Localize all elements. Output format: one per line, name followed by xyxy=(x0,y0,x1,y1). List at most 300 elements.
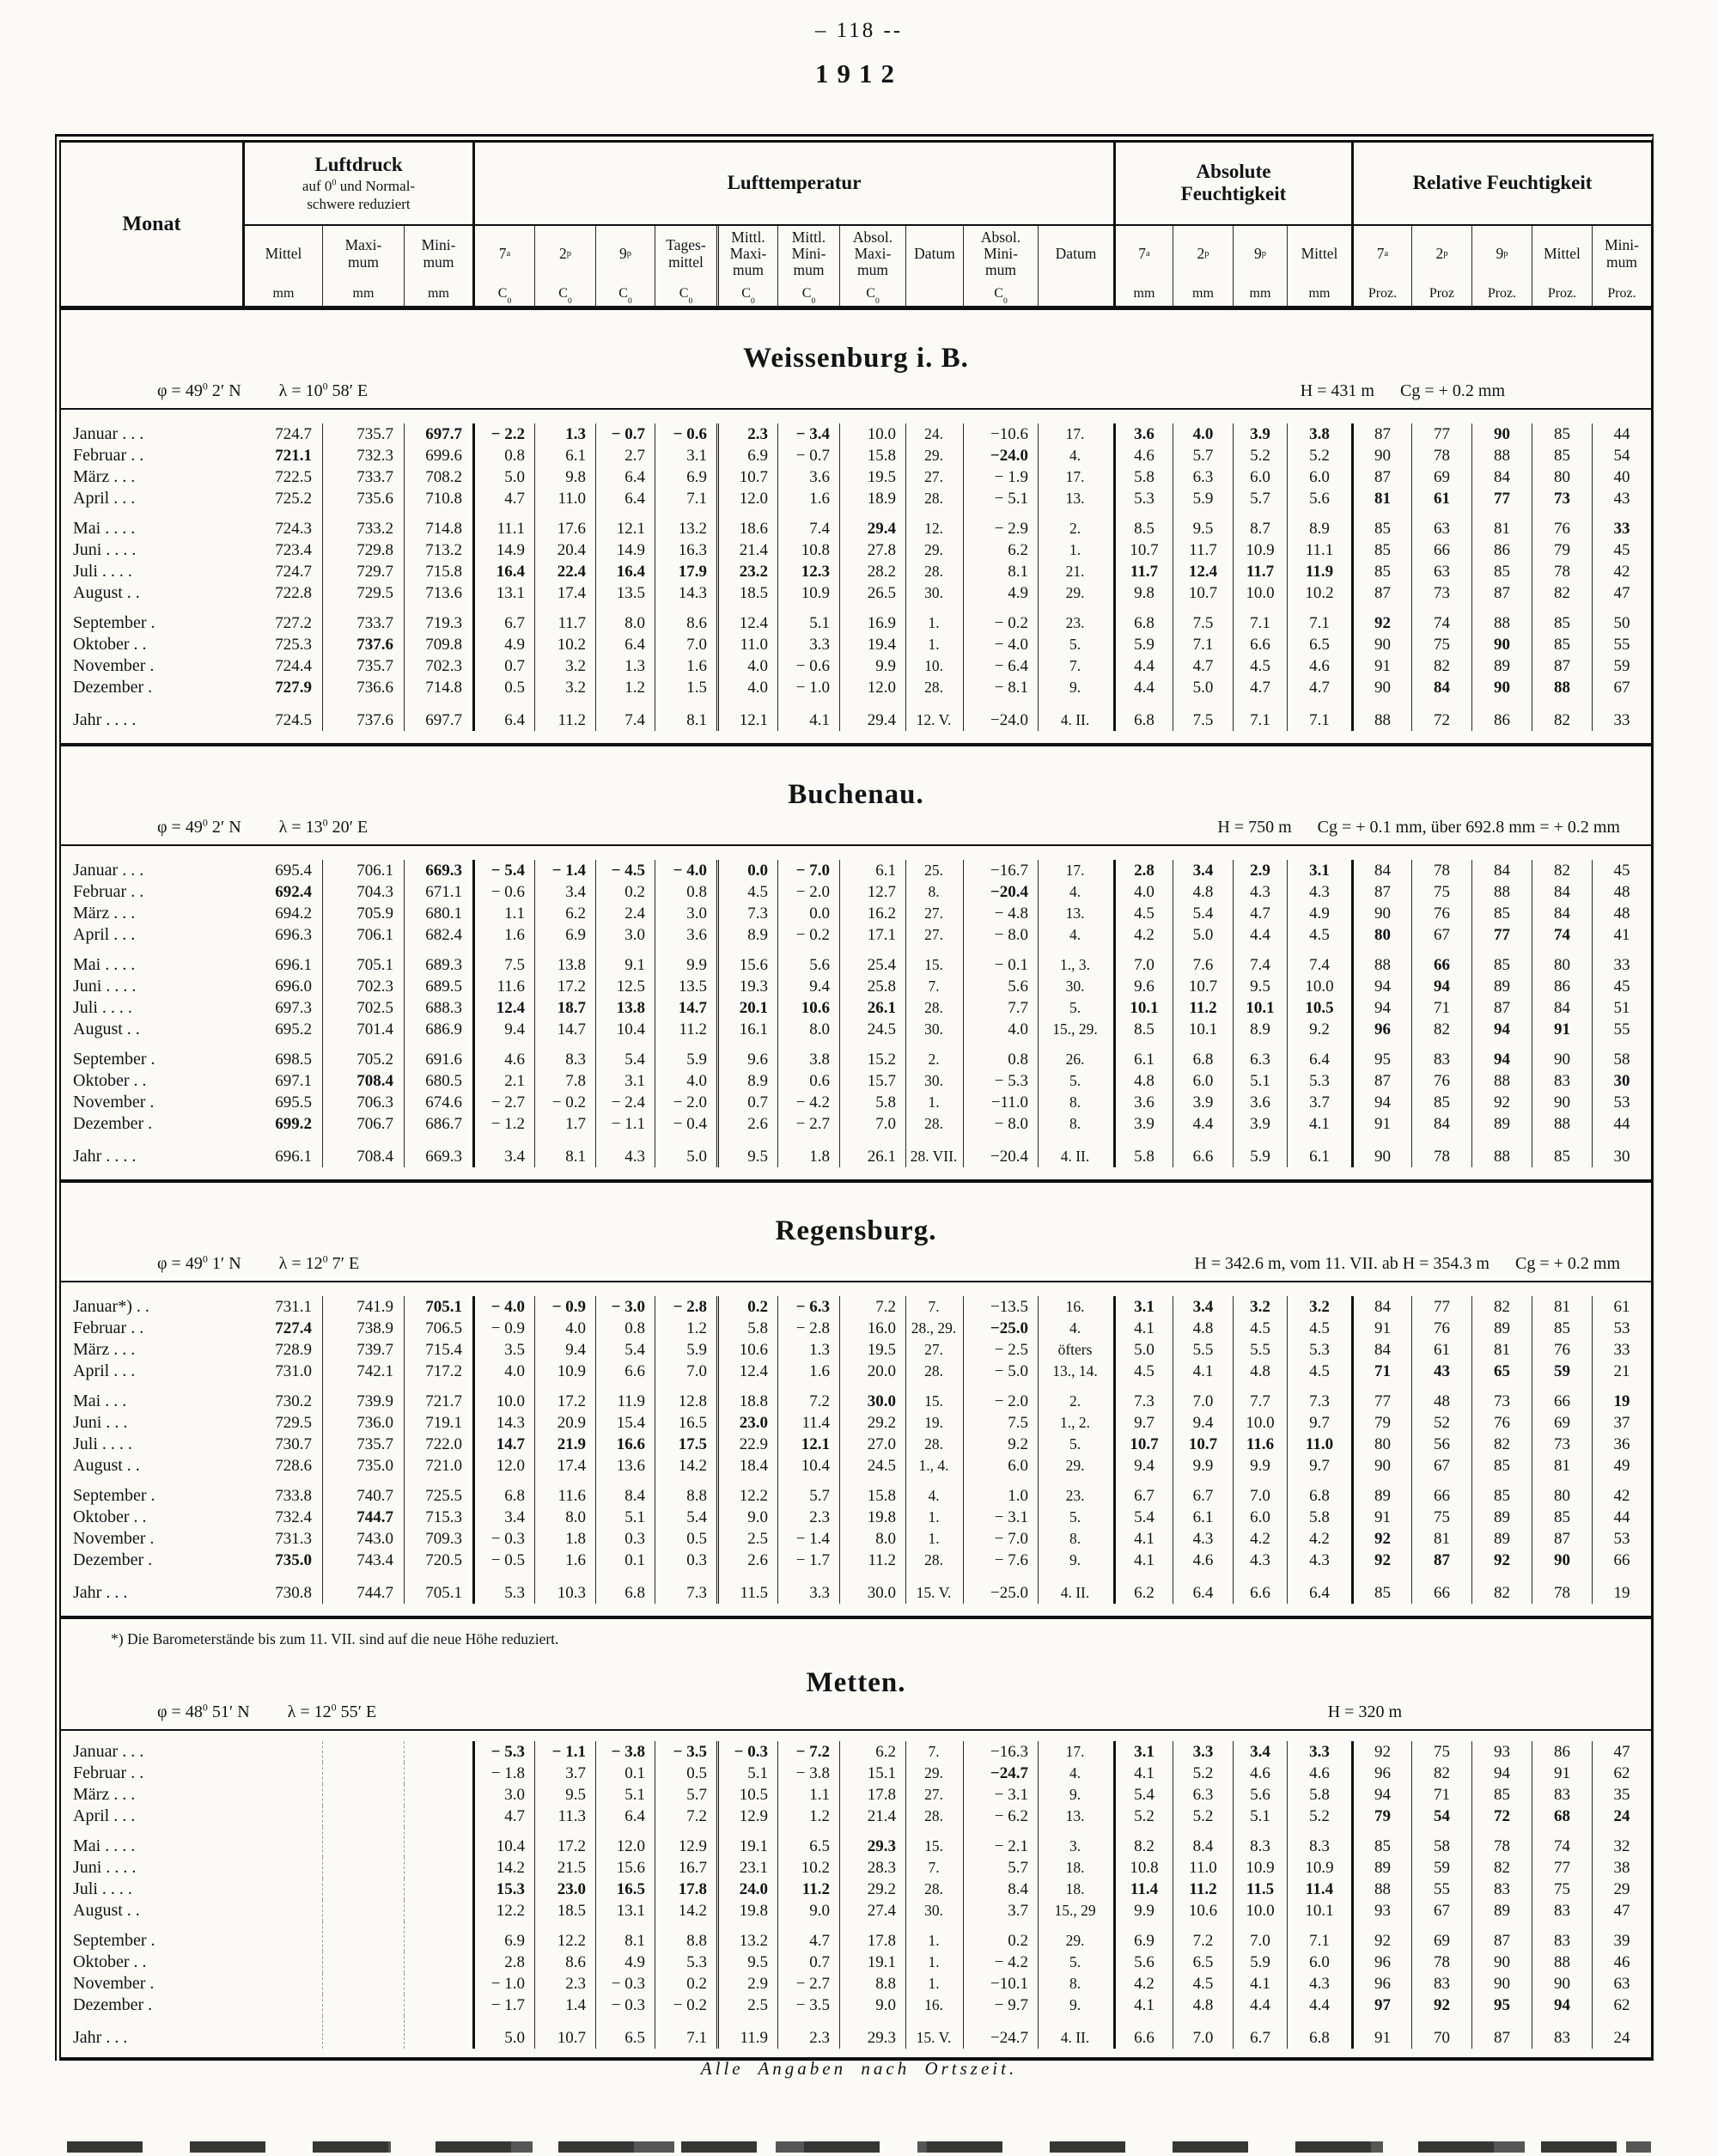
table-cell: 7.0 xyxy=(1233,1477,1287,1507)
table-cell: 706.7 xyxy=(322,1113,404,1135)
table-cell: 6.4 xyxy=(595,1806,655,1827)
group-title: Luftdruck xyxy=(314,153,403,175)
row-cells xyxy=(245,946,1651,976)
table-cell: 3.7 xyxy=(534,1763,595,1784)
table-cell: 8. xyxy=(1038,1528,1113,1550)
table-cell: 29. xyxy=(1038,1455,1113,1477)
table-cell: 87 xyxy=(1471,997,1532,1019)
table-cell: 10.0 xyxy=(1233,1900,1287,1922)
table-cell: 5.3 xyxy=(655,1952,716,1973)
table-cell: 86 xyxy=(1532,1741,1592,1763)
table-cell: 15.3 xyxy=(472,1879,534,1900)
table-cell: 7. xyxy=(905,1741,963,1763)
group-title: Absolute Feuchtigkeit xyxy=(1180,161,1287,205)
table-cell: 12.0 xyxy=(472,1455,534,1477)
column-label: Mittl. Maxi- mum xyxy=(716,226,777,282)
table-cell: 6.3 xyxy=(1173,1784,1233,1806)
table-cell: 18.6 xyxy=(716,509,777,539)
table-cell: 17.2 xyxy=(534,976,595,997)
table-cell: 7.4 xyxy=(1233,946,1287,976)
table-cell: −10.6 xyxy=(963,423,1038,445)
table-cell xyxy=(322,1922,404,1952)
table-cell: 744.7 xyxy=(322,1507,404,1528)
table-cell: 20.1 xyxy=(716,997,777,1019)
table-row xyxy=(61,1135,1651,1167)
month-label: Oktober . . xyxy=(73,635,147,654)
table-cell: 11.7 xyxy=(1233,561,1287,582)
month-label: Dezember . xyxy=(73,1550,153,1569)
table-cell: 27. xyxy=(905,466,963,488)
table-cell: 21 xyxy=(1592,1361,1651,1382)
table-cell: 702.3 xyxy=(322,976,404,997)
table-cell: 669.3 xyxy=(404,860,472,881)
table-cell: − 7.2 xyxy=(777,1741,839,1763)
table-cell: 1.0 xyxy=(963,1477,1038,1507)
row-cells xyxy=(245,655,1651,677)
table-cell: 10.9 xyxy=(534,1361,595,1382)
table-cell: 8.9 xyxy=(1287,509,1351,539)
station-longitude: $\lambda = 12^0$ 7′ E xyxy=(278,1252,360,1273)
table-cell: 7.2 xyxy=(839,1296,905,1318)
table-row xyxy=(61,1455,1651,1477)
table-cell: 28. xyxy=(905,488,963,509)
station-height: H = 342.6 m, vom 11. VII. ab H = 354.3 m xyxy=(1194,1254,1490,1273)
table-cell: 80 xyxy=(1532,1477,1592,1507)
column-unit: Proz. xyxy=(1532,282,1592,306)
table-row xyxy=(61,1434,1651,1455)
table-cell: 5.6 xyxy=(777,946,839,976)
table-cell: 5.3 xyxy=(1287,1070,1351,1092)
station-title: Metten. xyxy=(806,1667,906,1698)
row-cells xyxy=(245,1528,1651,1550)
station-gravity-correction: Cg = + 0.2 mm xyxy=(1514,1254,1620,1273)
table-cell: 708.4 xyxy=(322,1135,404,1167)
table-cell xyxy=(404,1741,472,1763)
table-cell: 19.3 xyxy=(716,976,777,997)
row-cells xyxy=(245,903,1651,924)
month-label: Jahr . . . . xyxy=(73,710,137,729)
table-cell: 5. xyxy=(1038,1507,1113,1528)
table-cell: 9.8 xyxy=(1113,582,1173,604)
table-cell: 3.6 xyxy=(1233,1092,1287,1113)
table-cell: 85 xyxy=(1532,1318,1592,1339)
table-cell: 87 xyxy=(1471,1922,1532,1952)
table-cell: 720.5 xyxy=(404,1550,472,1571)
table-cell: 69 xyxy=(1411,1922,1471,1952)
table-cell: − 0.7 xyxy=(777,445,839,466)
month-label: Januar . . . xyxy=(73,861,144,880)
table-cell: 4.2 xyxy=(1113,1973,1173,1995)
table-cell: 710.8 xyxy=(404,488,472,509)
table-row xyxy=(61,677,1651,698)
table-cell: 94 xyxy=(1351,1092,1411,1113)
table-cell: 4.6 xyxy=(1173,1550,1233,1571)
month-label: Juni . . . xyxy=(73,1413,128,1432)
table-cell: 77 xyxy=(1411,423,1471,445)
table-cell: 11.0 xyxy=(1173,1857,1233,1879)
table-cell: 36 xyxy=(1592,1434,1651,1455)
table-cell: 91 xyxy=(1351,1113,1411,1135)
table-cell: 92 xyxy=(1411,1995,1471,2016)
table-cell: 9.4 xyxy=(777,976,839,997)
table-cell: 3.7 xyxy=(963,1900,1038,1922)
table-cell: 5.2 xyxy=(1233,445,1287,466)
table-cell: 92 xyxy=(1471,1550,1532,1571)
group-title: Relative Feuchtigkeit xyxy=(1412,172,1593,194)
table-cell: 13.1 xyxy=(472,582,534,604)
table-cell: 12.0 xyxy=(839,677,905,698)
group-header-luftdruck xyxy=(245,143,472,224)
station-weissenburg xyxy=(61,341,1651,746)
table-cell: 7.2 xyxy=(777,1382,839,1412)
table-cell: 4.5 xyxy=(1287,1361,1351,1382)
table-cell: 26.5 xyxy=(839,582,905,604)
month-label: April . . . xyxy=(73,1806,136,1825)
table-cell: 6.7 xyxy=(1173,1477,1233,1507)
table-cell: −13.5 xyxy=(963,1296,1038,1318)
table-cell: 696.3 xyxy=(275,926,312,944)
table-cell: 15., 29 xyxy=(1038,1900,1113,1922)
table-cell: 18. xyxy=(1038,1857,1113,1879)
table-cell: − 0.7 xyxy=(595,423,655,445)
table-row xyxy=(61,1361,1651,1382)
table-cell: 11.6 xyxy=(534,1477,595,1507)
table-cell: 30. xyxy=(905,1900,963,1922)
table-cell: 3.8 xyxy=(1287,423,1351,445)
table-cell: 7.1 xyxy=(1233,604,1287,634)
table-cell: 713.2 xyxy=(404,539,472,561)
table-cell xyxy=(404,1995,472,2016)
table-cell: öfters xyxy=(1038,1339,1113,1361)
table-cell: 9.7 xyxy=(1113,1412,1173,1434)
table-cell: 4.7 xyxy=(472,1806,534,1827)
table-cell: 33 xyxy=(1592,509,1651,539)
table-cell: 5.1 xyxy=(716,1763,777,1784)
station-elevation xyxy=(1301,381,1505,401)
table-row xyxy=(61,1827,1651,1857)
table-cell: 84 xyxy=(1411,1113,1471,1135)
table-cell: 4.1 xyxy=(1113,1995,1173,2016)
station-buchenau xyxy=(61,777,1651,1183)
table-cell: 0.8 xyxy=(655,881,716,903)
table-cell: −10.1 xyxy=(963,1973,1038,1995)
table-cell: 13. xyxy=(1038,903,1113,924)
table-cell: 9.4 xyxy=(472,1019,534,1040)
table-cell: 71 xyxy=(1411,1784,1471,1806)
row-cells xyxy=(245,976,1651,997)
table-cell: 11.7 xyxy=(1173,539,1233,561)
table-cell xyxy=(322,1806,404,1827)
table-cell: 48 xyxy=(1411,1382,1471,1412)
table-cell: 743.4 xyxy=(322,1550,404,1571)
table-cell: 88 xyxy=(1471,1070,1532,1092)
table-cell xyxy=(245,1741,322,1763)
table-cell: 85 xyxy=(1471,946,1532,976)
table-cell: 696.1 xyxy=(275,956,312,974)
table-cell: 14.3 xyxy=(472,1412,534,1434)
table-cell: 686.9 xyxy=(404,1019,472,1040)
month-label: Mai . . . . xyxy=(73,1836,136,1855)
table-cell: 82 xyxy=(1471,1571,1532,1604)
scan-artifact-strip xyxy=(67,2141,1651,2153)
table-cell xyxy=(322,1952,404,1973)
table-row xyxy=(61,2016,1651,2049)
table-cell: 4.8 xyxy=(1173,1995,1233,2016)
table-cell: 11.6 xyxy=(1233,1434,1287,1455)
table-cell: 4.9 xyxy=(595,1952,655,1973)
column-label: 9 p xyxy=(1233,226,1287,282)
row-cells xyxy=(245,1857,1651,1879)
table-cell: 705.1 xyxy=(404,1571,472,1604)
table-cell: 5. xyxy=(1038,1070,1113,1092)
table-cell: 75 xyxy=(1411,881,1471,903)
table-cell: 6.0 xyxy=(1287,1952,1351,1973)
table-cell: − 3.5 xyxy=(777,1995,839,2016)
table-cell: 77 xyxy=(1532,1857,1592,1879)
table-cell: 67 xyxy=(1411,1455,1471,1477)
table-cell: 74 xyxy=(1411,604,1471,634)
row-cells xyxy=(245,2016,1651,2049)
table-cell: 92 xyxy=(1351,604,1411,634)
table-row xyxy=(61,1973,1651,1995)
table-cell: 93 xyxy=(1351,1900,1411,1922)
row-cells xyxy=(245,924,1651,946)
table-cell: 7.0 xyxy=(655,1361,716,1382)
table-cell: 7.0 xyxy=(1233,1922,1287,1952)
table-cell: −25.0 xyxy=(963,1318,1038,1339)
table-cell: 4. xyxy=(1038,881,1113,903)
table-cell: 8. xyxy=(1038,1113,1113,1135)
table-cell: 6.4 xyxy=(595,466,655,488)
table-cell: 88 xyxy=(1532,1952,1592,1973)
table-cell: 1.8 xyxy=(777,1135,839,1167)
table-cell: 6.6 xyxy=(1173,1135,1233,1167)
table-cell: 719.3 xyxy=(404,604,472,634)
table-cell: 12.1 xyxy=(716,698,777,731)
table-cell: 27. xyxy=(905,903,963,924)
table-cell: 17.2 xyxy=(534,1827,595,1857)
table-cell: 10.4 xyxy=(777,1455,839,1477)
month-label: April . . . xyxy=(73,925,136,944)
table-cell: 4.5 xyxy=(1233,1318,1287,1339)
table-cell: −24.7 xyxy=(963,1763,1038,1784)
table-cell: 10.8 xyxy=(777,539,839,561)
table-cell: − 1.1 xyxy=(534,1741,595,1763)
table-cell: 30. xyxy=(905,582,963,604)
table-cell: 62 xyxy=(1592,1995,1651,2016)
table-cell: 10.0 xyxy=(1233,1412,1287,1434)
table-cell: 4. II. xyxy=(1038,698,1113,731)
table-cell: 5.1 xyxy=(1233,1806,1287,1827)
table-cell: 30 xyxy=(1592,1070,1651,1092)
table-cell: 4.4 xyxy=(1287,1995,1351,2016)
table-cell: 54 xyxy=(1592,445,1651,466)
table-cell: 24.5 xyxy=(839,1455,905,1477)
table-cell: 9. xyxy=(1038,677,1113,698)
table-cell: 10.5 xyxy=(1287,997,1351,1019)
table-cell: 5.7 xyxy=(1233,488,1287,509)
table-cell: −16.7 xyxy=(963,860,1038,881)
table-cell: 47 xyxy=(1592,1900,1651,1922)
table-cell: − 4.8 xyxy=(963,903,1038,924)
table-cell: 2.3 xyxy=(777,1507,839,1528)
table-cell: 9.5 xyxy=(716,1135,777,1167)
table-cell: 14.9 xyxy=(595,539,655,561)
table-cell: 4.7 xyxy=(1233,903,1287,924)
table-cell: 5.8 xyxy=(1113,1135,1173,1167)
weather-data-table xyxy=(55,134,1654,2061)
table-cell xyxy=(322,1741,404,1763)
table-cell: 5.6 xyxy=(1113,1952,1173,1973)
table-cell: 8.5 xyxy=(1113,1019,1173,1040)
table-cell: 19. xyxy=(905,1412,963,1434)
section-bottom-rule xyxy=(61,743,1651,746)
table-row xyxy=(61,1040,1651,1070)
table-cell: 6.4 xyxy=(595,488,655,509)
table-row xyxy=(61,655,1651,677)
table-cell: 92 xyxy=(1351,1528,1411,1550)
month-label: Oktober . . xyxy=(73,1507,147,1526)
table-cell: − 6.4 xyxy=(963,655,1038,677)
table-cell: 85 xyxy=(1532,445,1592,466)
table-cell: 3.1 xyxy=(1113,1741,1173,1763)
table-cell: 1.5 xyxy=(655,677,716,698)
column-unit: mm xyxy=(322,282,404,306)
table-cell: 1. xyxy=(905,634,963,655)
table-cell: 714.8 xyxy=(404,509,472,539)
table-cell: 7.1 xyxy=(1287,698,1351,731)
row-cells xyxy=(245,1361,1651,1382)
station-table-body xyxy=(61,846,1651,1179)
month-label: Juli . . . . xyxy=(73,1879,132,1898)
row-cells xyxy=(245,1040,1651,1070)
table-cell: 0.6 xyxy=(777,1070,839,1092)
table-row xyxy=(61,1113,1651,1135)
table-cell: 90 xyxy=(1351,1135,1411,1167)
table-cell: 39 xyxy=(1592,1922,1651,1952)
station-gravity-correction: Cg = + 0.1 mm, über 692.8 mm = + 0.2 mm xyxy=(1317,818,1620,837)
table-cell: 21.4 xyxy=(716,539,777,561)
table-cell: − 2.0 xyxy=(655,1092,716,1113)
table-cell: 0.2 xyxy=(595,881,655,903)
table-cell: −20.4 xyxy=(963,1135,1038,1167)
table-cell: 16.4 xyxy=(595,561,655,582)
table-cell: 2.6 xyxy=(716,1550,777,1571)
table-cell: 59 xyxy=(1592,655,1651,677)
table-cell: 6.1 xyxy=(1113,1040,1173,1070)
row-cells xyxy=(245,1806,1651,1827)
table-cell: 63 xyxy=(1592,1973,1651,1995)
table-cell: 85 xyxy=(1471,1477,1532,1507)
table-cell: − 5.3 xyxy=(472,1741,534,1763)
table-cell: 741.9 xyxy=(322,1296,404,1318)
table-cell: 91 xyxy=(1351,1318,1411,1339)
table-cell: 44 xyxy=(1592,1507,1651,1528)
table-cell: 10.2 xyxy=(1287,582,1351,604)
station-latitude: $\varphi = 49^0$ 2′ N xyxy=(157,380,241,400)
table-cell xyxy=(404,1827,472,1857)
table-cell: 9.9 xyxy=(1113,1900,1173,1922)
row-cells xyxy=(245,1879,1651,1900)
table-cell: 11.2 xyxy=(1173,1879,1233,1900)
table-cell: 5.2 xyxy=(1287,1806,1351,1827)
table-cell: 84 xyxy=(1351,1296,1411,1318)
column-label: Mittel xyxy=(265,245,302,263)
table-cell: 3.2 xyxy=(534,655,595,677)
table-cell: 7.3 xyxy=(1113,1382,1173,1412)
table-cell: 29. xyxy=(905,1763,963,1784)
table-cell: 85 xyxy=(1351,1827,1411,1857)
table-cell: 10.1 xyxy=(1287,1900,1351,1922)
station-height: H = 431 m xyxy=(1300,381,1374,400)
table-cell: 12.2 xyxy=(534,1922,595,1952)
table-cell: − 3.1 xyxy=(963,1507,1038,1528)
table-cell: 705.1 xyxy=(322,946,404,976)
table-cell: 7.0 xyxy=(1173,1382,1233,1412)
table-cell: 84 xyxy=(1411,677,1471,698)
table-cell: 2.5 xyxy=(716,1528,777,1550)
station-table-body xyxy=(61,1731,1651,2057)
month-label: Januar*) . . xyxy=(73,1297,149,1316)
table-cell: − 0.2 xyxy=(655,1995,716,2016)
table-cell: 9.0 xyxy=(777,1900,839,1922)
month-label: November . xyxy=(73,1093,155,1111)
table-cell: 8.8 xyxy=(655,1922,716,1952)
table-row xyxy=(61,582,1651,604)
table-cell: 87 xyxy=(1532,655,1592,677)
table-cell: − 3.8 xyxy=(595,1741,655,1763)
table-cell: 9.5 xyxy=(716,1952,777,1973)
table-cell: 0.0 xyxy=(716,860,777,881)
table-cell: 90 xyxy=(1351,903,1411,924)
table-cell: 29. xyxy=(1038,582,1113,604)
table-cell: 87 xyxy=(1351,466,1411,488)
table-cell: 19.1 xyxy=(716,1827,777,1857)
table-cell: 2. xyxy=(1038,1382,1113,1412)
table-cell: 6.0 xyxy=(1173,1070,1233,1092)
table-cell: 21.5 xyxy=(534,1857,595,1879)
table-cell: 24.0 xyxy=(716,1879,777,1900)
table-cell: 11.2 xyxy=(839,1550,905,1571)
table-cell: 2.7 xyxy=(595,445,655,466)
table-cell: 2.3 xyxy=(716,423,777,445)
table-cell: 14.7 xyxy=(655,997,716,1019)
table-cell: 12.0 xyxy=(716,488,777,509)
table-cell: 11.2 xyxy=(1173,997,1233,1019)
table-cell: 59 xyxy=(1411,1857,1471,1879)
table-cell: 94 xyxy=(1471,1040,1532,1070)
table-cell: 4.3 xyxy=(1233,881,1287,903)
table-cell: 15.4 xyxy=(595,1412,655,1434)
table-cell: 29.4 xyxy=(839,509,905,539)
table-header xyxy=(61,143,1651,310)
table-cell: 86 xyxy=(1471,539,1532,561)
table-cell: 82 xyxy=(1411,655,1471,677)
column-unit: mm xyxy=(1113,282,1173,306)
table-cell: − 0.9 xyxy=(534,1296,595,1318)
table-cell: 92 xyxy=(1351,1922,1411,1952)
table-cell: 5.5 xyxy=(1233,1339,1287,1361)
table-cell: 28. xyxy=(905,1806,963,1827)
table-cell: 697.1 xyxy=(275,1072,312,1090)
table-cell: 5.6 xyxy=(963,976,1038,997)
table-cell: 4.0 xyxy=(716,677,777,698)
table-cell: 0.1 xyxy=(595,1763,655,1784)
table-cell: 694.2 xyxy=(275,904,312,923)
table-cell xyxy=(404,1973,472,1995)
table-cell: 4. xyxy=(1038,445,1113,466)
table-cell: 12.1 xyxy=(595,509,655,539)
